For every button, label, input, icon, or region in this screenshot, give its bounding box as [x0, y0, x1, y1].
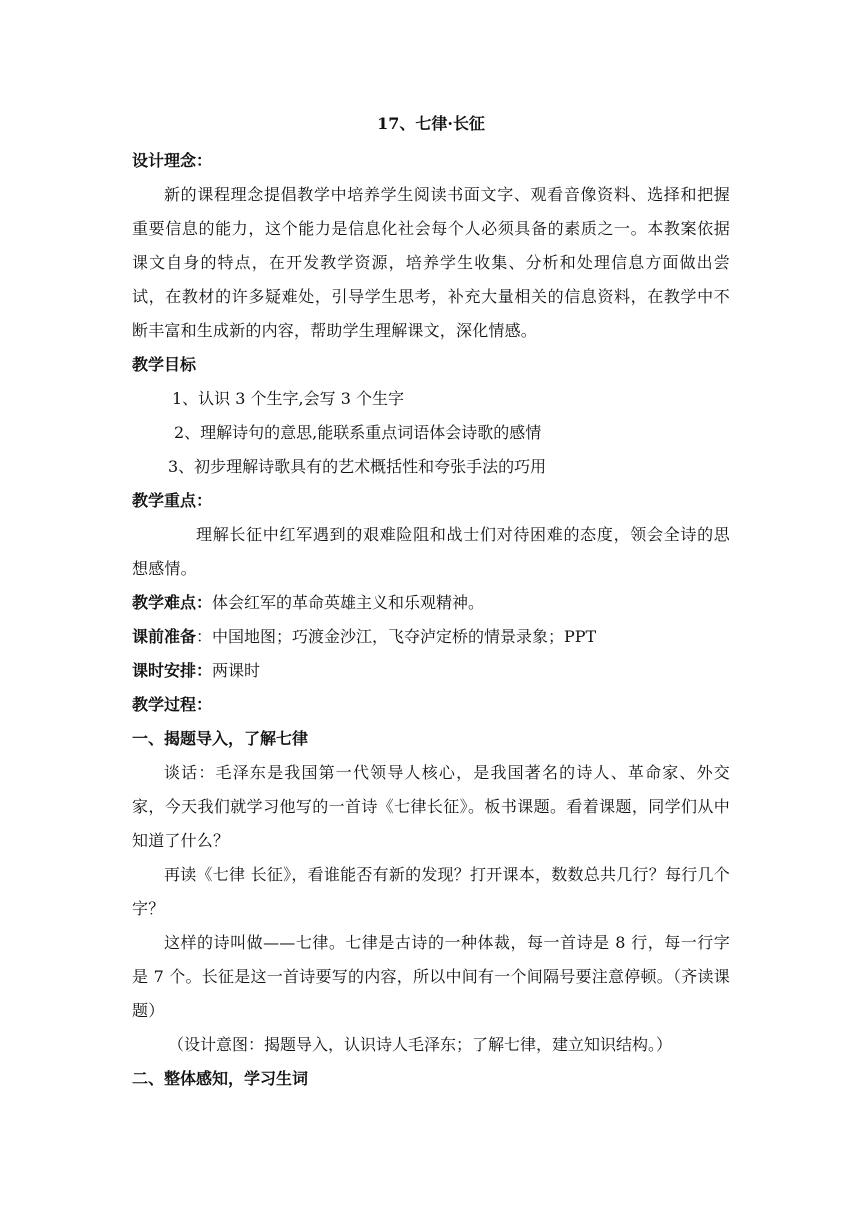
key-paragraph: 理解长征中红军遇到的艰难险阻和战士们对待困难的态度，领会全诗的思想感情。 — [132, 525, 730, 578]
goal-item: 3、初步理解诗歌具有的艺术概括性和夸张手法的巧用 — [168, 457, 547, 476]
process-heading: 教学过程： — [132, 695, 213, 714]
goals-heading: 教学目标 — [132, 355, 197, 374]
schedule-line — [132, 654, 730, 688]
goal-item: 2、理解诗句的意思,能联系重点词语体会诗歌的感情 — [174, 423, 542, 442]
design-paragraph: 新的课程理念提倡教学中培养学生阅读书面文字、观看音像资料、选择和把握重要信息的能力，这个能力是信息化社会每个人必须具备的素质之一。本教案依据课文自身的特点，在开发教学资源，培养学生收集、分析和处理信息方面做出尝试，在教材的许多疑难处，引导学生思考，补充大量相关的信息资料，在教学中不断丰富和生成新的内容，帮助学生理解课文，深化情感。 — [132, 185, 730, 340]
section2-heading: 二、整体感知，学习生词 — [132, 1069, 309, 1088]
key-heading: 教学重点： — [132, 491, 213, 510]
prep-line — [132, 620, 730, 654]
section1-design-note: （设计意图：揭题导入，认识诗人毛泽东；了解七律，建立知识结构。） — [168, 1035, 673, 1054]
prep-text: ：中国地图；巧渡金沙江，飞夺泸定桥的情景录象；PPT — [196, 627, 597, 646]
difficulty-line — [132, 586, 730, 620]
document-body — [132, 110, 730, 1096]
goal-item: 1、认识 3 个生字,会写 3 个生字 — [172, 389, 404, 408]
section1-paragraph-3: 这样的诗叫做——七律。七律是古诗的一种体裁，每一首诗是 8 行，每一行字是 7 个。长征是这一首诗要写的内容，所以中间有一个间隔号要注意停顿。（齐读课题） — [132, 933, 730, 1020]
schedule-text: 两课时 — [212, 661, 261, 680]
schedule-label: 课时安排： — [132, 661, 213, 680]
difficulty-text: 体会红军的革命英雄主义和乐观精神。 — [212, 593, 485, 612]
prep-label: 课前准备 — [132, 627, 197, 646]
design-heading: 设计理念： — [132, 151, 213, 170]
section1-paragraph-2: 再读《七律 长征》，看谁能否有新的发现？打开课本，数数总共几行？每行几个字？ — [132, 865, 730, 918]
document-title: 17、七律·长征 — [377, 114, 485, 133]
difficulty-label: 教学难点： — [132, 593, 213, 612]
section1-heading: 一、揭题导入，了解七律 — [132, 729, 309, 748]
section1-paragraph-1: 谈话：毛泽东是我国第一代领导人核心，是我国著名的诗人、革命家、外交家，今天我们就学习他写的一首诗《七律长征》。板书课题。看着课题，同学们从中知道了什么？ — [132, 763, 730, 850]
